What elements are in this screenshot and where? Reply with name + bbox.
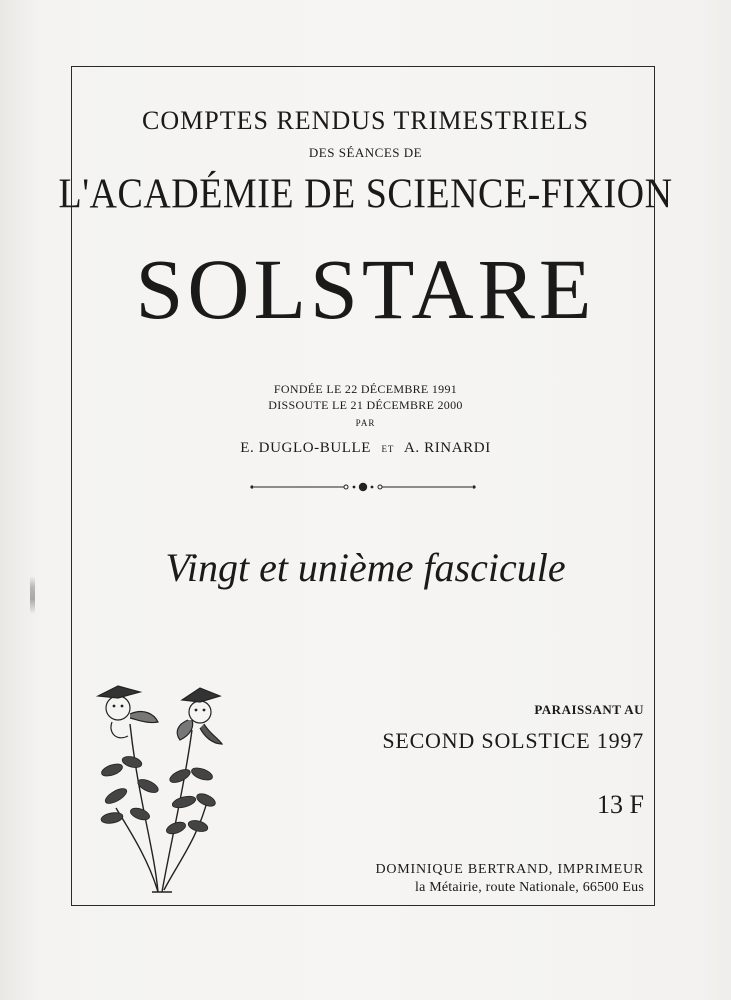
series-title: COMPTES RENDUS TRIMESTRIELS [142, 106, 589, 135]
founded-date: FONDÉE LE 22 DÉCEMBRE 1991 [273, 382, 458, 396]
printer-address: la Métairie, route Nationale, 66500 Eus [414, 880, 644, 895]
authors-line [0, 440, 731, 457]
by-label: PAR [355, 418, 376, 428]
academy-name: L'ACADÉMIE DE SCIENCE-FIXION [58, 170, 673, 218]
author-1: E. DUGLO-BULLE [240, 440, 372, 456]
series-subtitle: DES SÉANCES DE [308, 145, 423, 160]
ornament-divider-icon [248, 479, 478, 495]
season-label: SECOND SOLSTICE 1997 [382, 728, 644, 753]
appearing-label: PARAISSANT AU [534, 702, 644, 717]
printer-name: DOMINIQUE BERTRAND, IMPRIMEUR [375, 862, 644, 877]
main-title: SOLSTARE [135, 241, 596, 337]
author-2: A. RINARDI [403, 440, 491, 456]
issue-title: Vingt et unième fascicule [165, 545, 566, 590]
and-label: ET [381, 444, 395, 454]
dissolved-date: DISSOUTE LE 21 DÉCEMBRE 2000 [268, 398, 463, 412]
price-label: 13 F [597, 790, 644, 819]
flower-figures-illustration-icon [88, 678, 228, 900]
